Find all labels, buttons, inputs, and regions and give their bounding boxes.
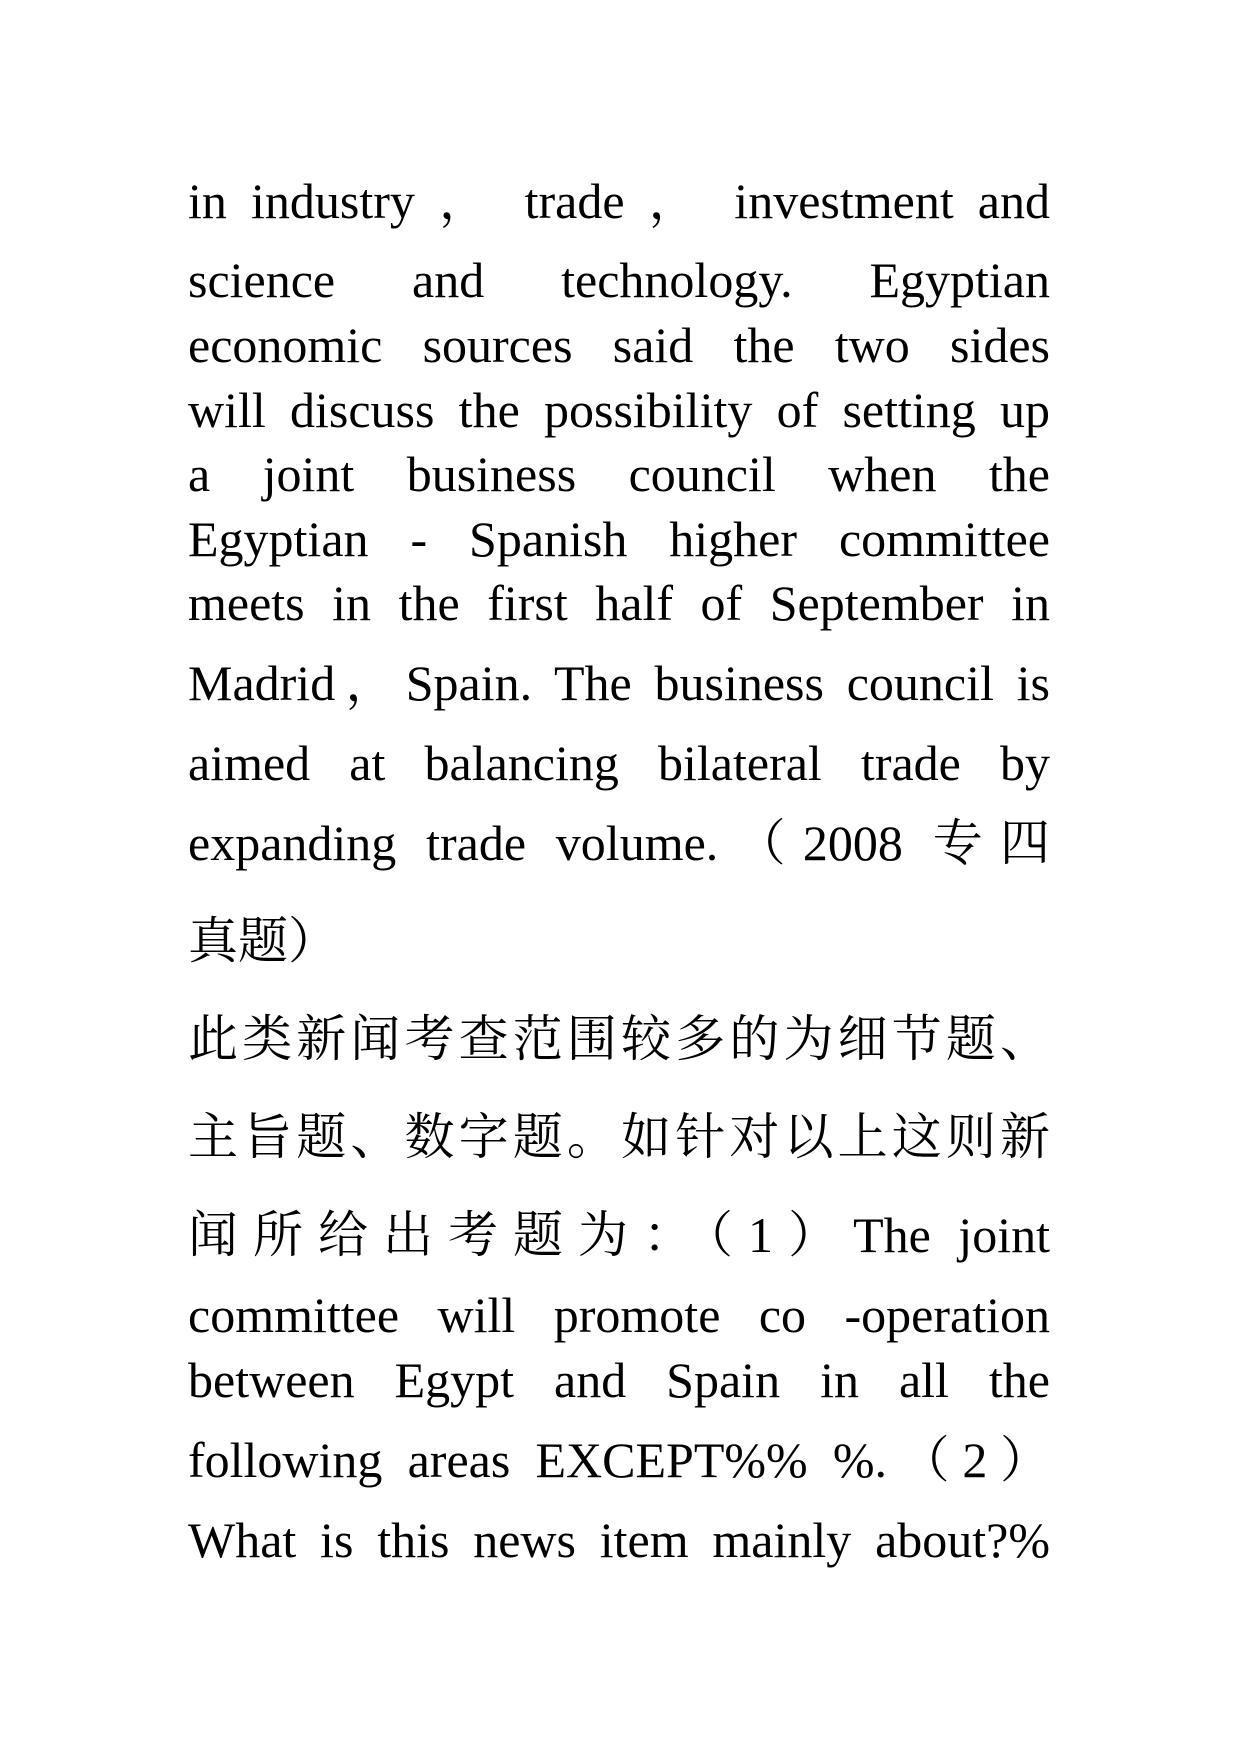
text-line: committee will promote co -operation — [188, 1287, 1050, 1343]
text-line: following areas EXCEPT%% %.（2） — [188, 1432, 1050, 1488]
text-line: 闻所给出考题为：（1）The joint — [188, 1207, 1050, 1263]
text-line: between Egypt and Spain in all the — [188, 1352, 1050, 1408]
text-line: in industry ， trade ， investment and — [188, 173, 1050, 229]
text-line: Egyptian - Spanish higher committee — [188, 511, 1050, 567]
text-line: a joint business council when the — [188, 446, 1050, 502]
text-line: economic sources said the two sides — [188, 317, 1050, 373]
text-line: will discuss the possibility of setting up — [188, 382, 1050, 438]
text-line: aimed at balancing bilateral trade by — [188, 735, 1050, 791]
text-line: meets in the first half of September in — [188, 575, 1050, 631]
text-line: 真题） — [188, 913, 338, 969]
text-line: expanding trade volume.（2008 专四 — [188, 815, 1050, 871]
text-line: Madrid，Spain. The business council is — [188, 655, 1050, 711]
text-line: 主旨题、数字题。如针对以上这则新 — [188, 1109, 1050, 1165]
text-line: 此类新闻考查范围较多的为细节题、 — [188, 1011, 1050, 1067]
text-line: What is this news item mainly about?% — [188, 1512, 1050, 1568]
text-line: science and technology. Egyptian — [188, 252, 1050, 308]
